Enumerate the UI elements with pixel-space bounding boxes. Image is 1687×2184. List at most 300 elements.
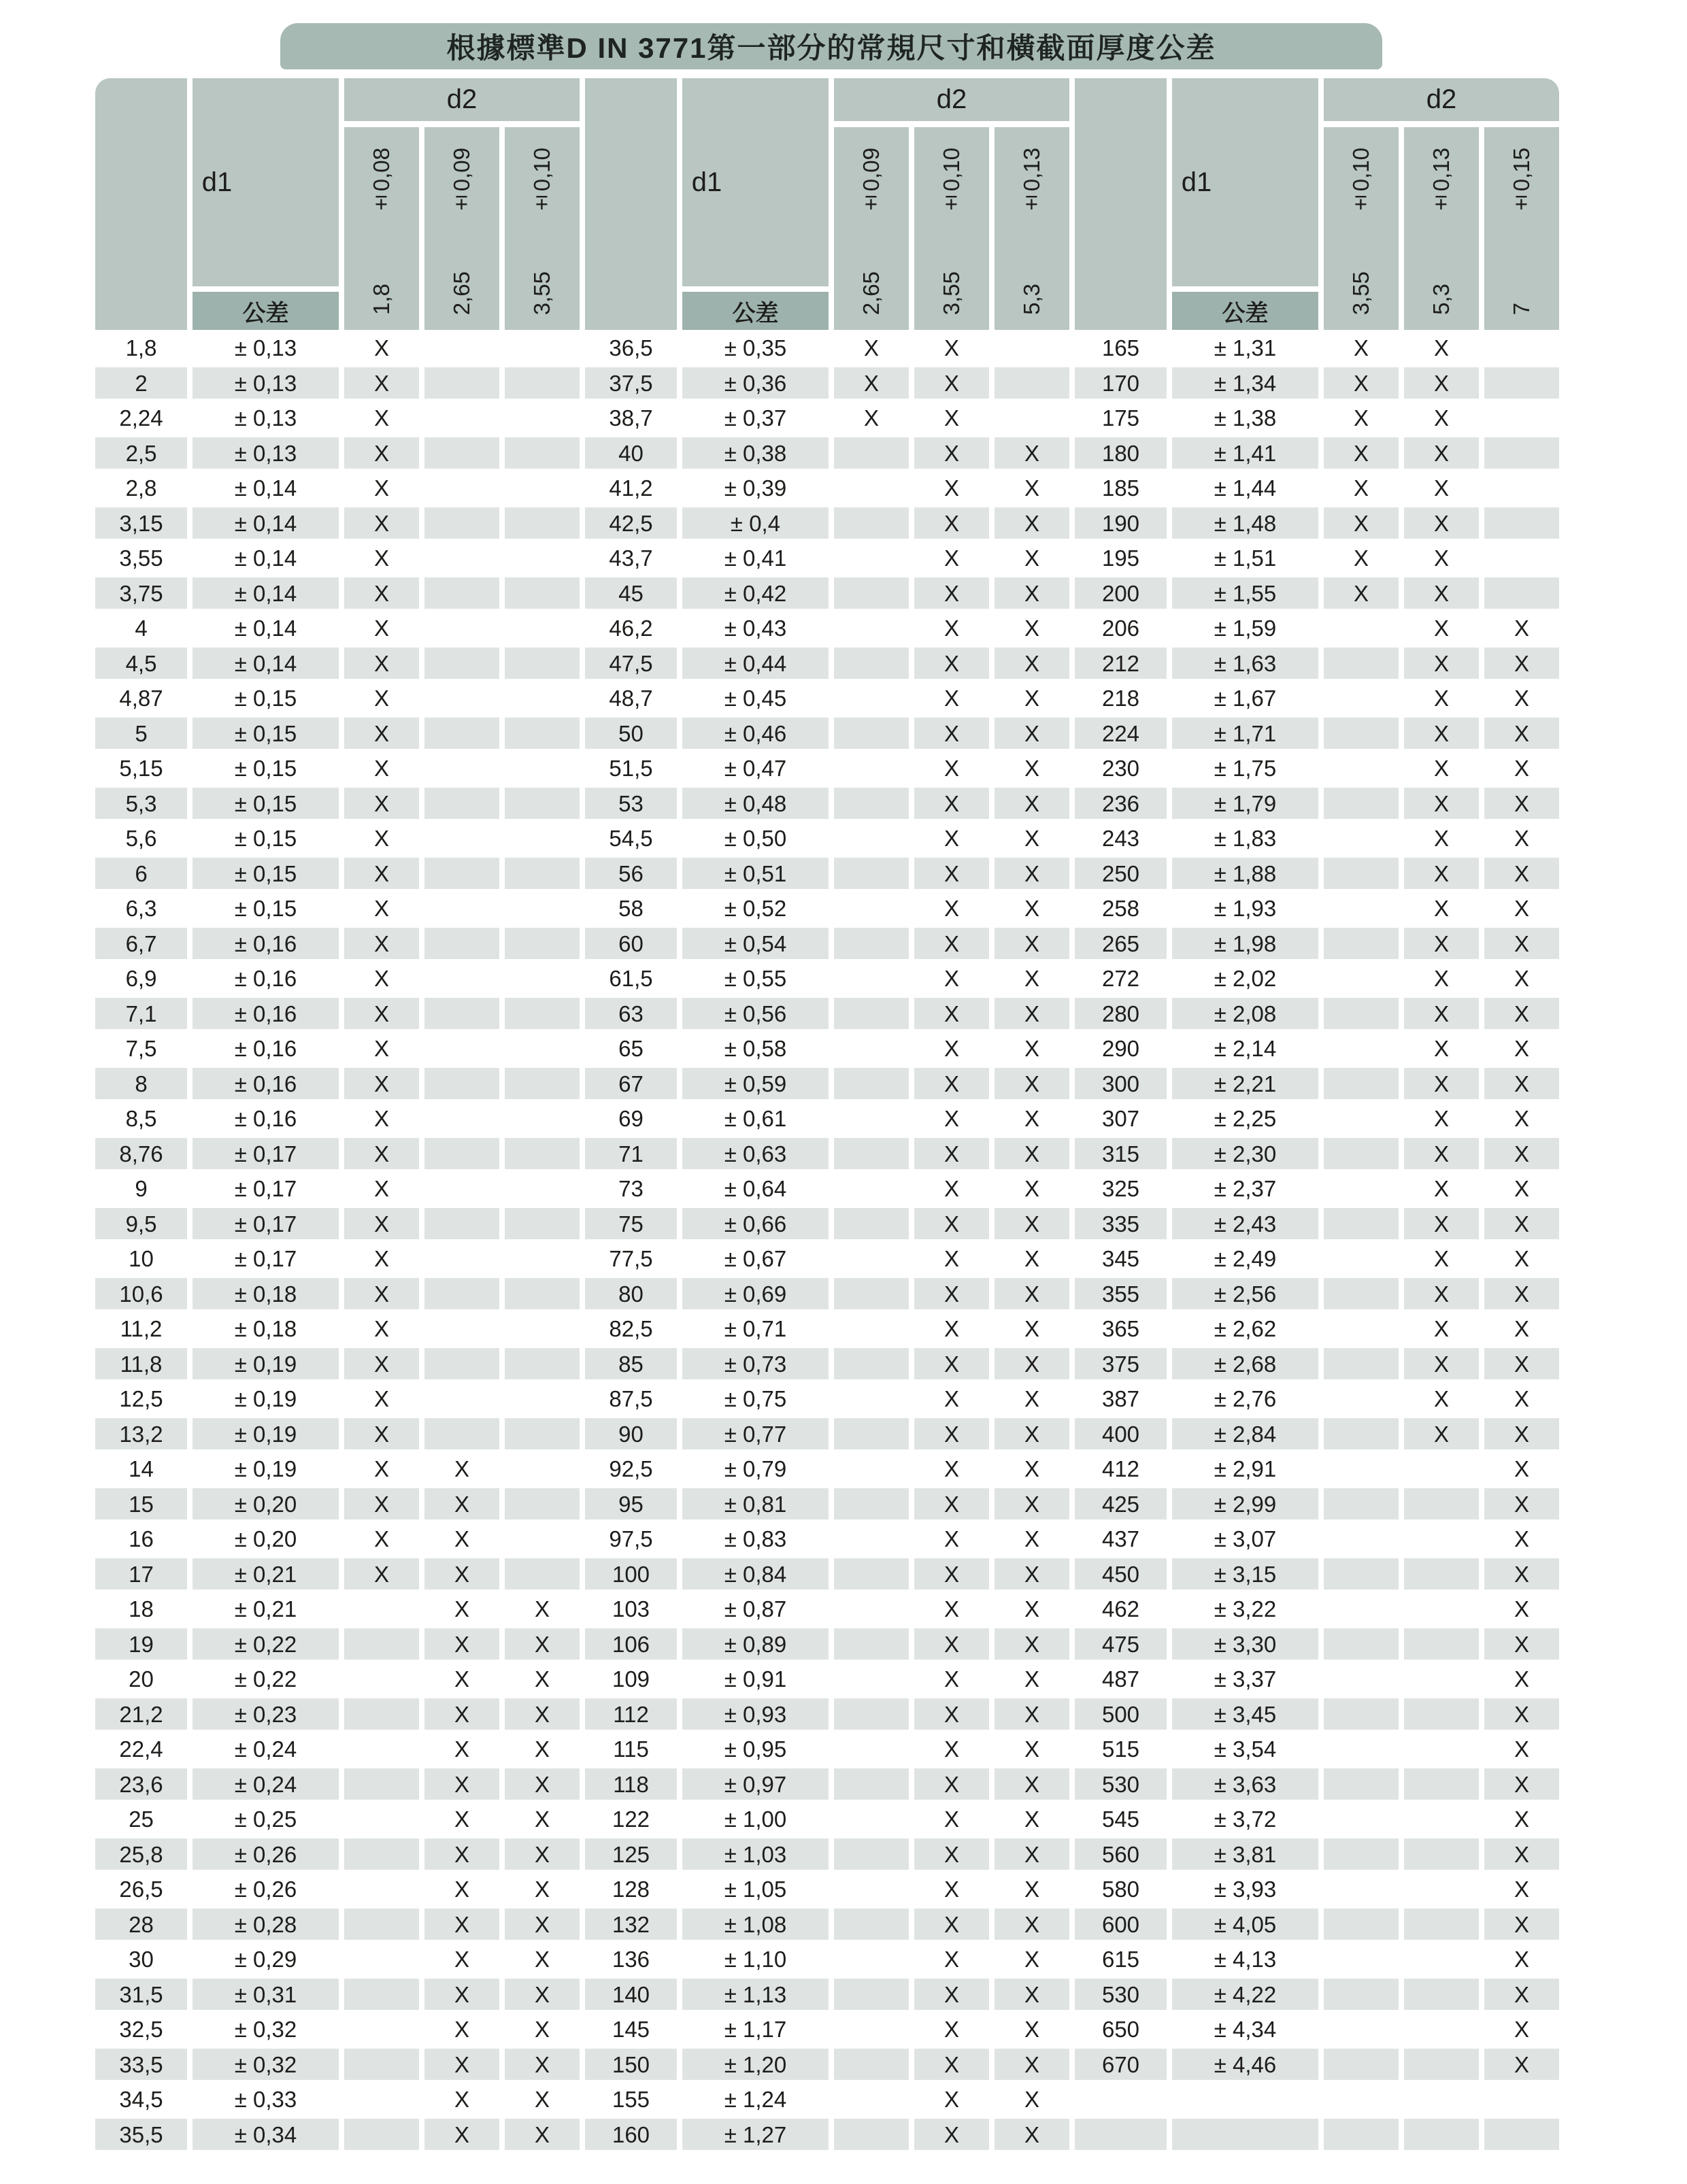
d1-cell: 7,1 (95, 998, 187, 1030)
d1-cell: 92,5 (609, 1456, 653, 1481)
x-cell (424, 998, 499, 1030)
table-row (95, 1418, 580, 1454)
table-row (585, 1663, 1069, 1698)
x-cell: X (914, 1348, 989, 1380)
tolerance-cell: ± 0,20 (234, 1526, 297, 1551)
x-cell (834, 1208, 909, 1240)
x-cell (505, 822, 580, 854)
x-cell (1404, 1979, 1479, 2011)
x-cell: X (373, 1386, 389, 1411)
x-cell: X (1484, 1138, 1559, 1170)
x-cell: X (1024, 686, 1039, 711)
tolerance-cell: ± 2,08 (1172, 998, 1318, 1030)
x-cell (1404, 1628, 1479, 1660)
table-row (585, 1138, 1069, 1173)
x-cell: X (454, 1666, 469, 1692)
x-cell (834, 1488, 909, 1520)
table-row (585, 1768, 1069, 1804)
d1-cell: 355 (1075, 1278, 1167, 1310)
d1-cell: 32,5 (119, 2017, 163, 2042)
tolerance-cell: ± 0,24 (234, 1736, 297, 1762)
table-row (95, 1488, 580, 1524)
d1-cell: 26,5 (119, 1877, 163, 1902)
x-cell: X (505, 2119, 580, 2151)
x-cell: X (1353, 545, 1369, 571)
x-cell: X (1484, 1768, 1559, 1800)
d1-cell: 30 (129, 1947, 154, 1972)
x-cell: X (454, 2087, 469, 2112)
table-row (1075, 998, 1559, 1033)
table-row (95, 1032, 580, 1068)
x-cell (834, 1173, 909, 1205)
x-cell (344, 1593, 419, 1625)
x-cell (1324, 2083, 1399, 2115)
d1-cell: 100 (585, 1558, 677, 1590)
x-cell (1484, 437, 1559, 469)
x-cell: X (1024, 1666, 1039, 1692)
tolerance-cell: ± 0,16 (193, 998, 339, 1030)
tolerance-cell: ± 0,73 (682, 1348, 829, 1380)
d1-cell: 600 (1075, 1909, 1167, 1941)
d2-size-label: 3,55 (1348, 271, 1373, 315)
x-cell: X (943, 1316, 959, 1341)
table-row (585, 682, 1069, 718)
table-row (585, 577, 1069, 613)
x-cell (1324, 928, 1399, 960)
table-row (585, 1873, 1069, 1909)
tolerance-cell: ± 4,46 (1172, 2049, 1318, 2081)
tolerance-cell: ± 0,36 (682, 367, 829, 399)
x-cell (834, 2119, 909, 2151)
x-cell (1324, 1803, 1399, 1835)
d1-cell: 280 (1075, 998, 1167, 1030)
tolerance-cell: ± 0,58 (724, 1036, 787, 1061)
d1-cell: 35,5 (95, 2119, 187, 2151)
x-cell (995, 367, 1069, 399)
tolerance-cell: ± 1,79 (1172, 788, 1318, 820)
x-cell (505, 1418, 580, 1450)
tolerance-cell (1172, 2119, 1318, 2151)
x-cell (1324, 2013, 1399, 2045)
tolerance-cell: ± 0,97 (682, 1768, 829, 1800)
x-cell (344, 1698, 419, 1730)
table-row (95, 402, 580, 437)
d1-cell: 265 (1075, 928, 1167, 960)
x-cell: X (454, 1947, 469, 1972)
x-cell (505, 612, 580, 644)
x-cell (834, 1138, 909, 1170)
tolerance-cell: ± 0,71 (724, 1316, 787, 1341)
tolerance-cell: ± 3,45 (1172, 1698, 1318, 1730)
d2-tolerance-label: ±0,13 (1019, 148, 1044, 217)
x-cell (995, 402, 1069, 434)
x-cell: X (1484, 858, 1559, 890)
x-cell (505, 752, 580, 784)
x-cell (1404, 1873, 1479, 1905)
d2-size-label: 2,65 (858, 271, 884, 315)
table-row (95, 1278, 580, 1313)
x-cell: X (424, 1488, 499, 1520)
tolerance-cell: ± 1,75 (1214, 756, 1277, 781)
x-cell (834, 1593, 909, 1625)
x-cell (1324, 1909, 1399, 1941)
d1-cell: 63 (585, 998, 677, 1030)
d1-cell: 224 (1075, 718, 1167, 750)
d1-cell: 82,5 (609, 1316, 653, 1341)
x-cell: X (943, 1386, 959, 1411)
table-row (585, 1383, 1069, 1418)
table-row (1075, 2083, 1559, 2119)
tolerance-cell: ± 0,34 (193, 2119, 339, 2151)
tolerance-cell: ± 0,77 (682, 1418, 829, 1450)
x-cell: X (1404, 928, 1479, 960)
x-cell: X (914, 718, 989, 750)
x-cell: X (943, 896, 959, 921)
tolerance-cell: ± 0,55 (724, 966, 787, 991)
x-cell (1404, 1488, 1479, 1520)
x-cell (505, 1103, 580, 1135)
d1-cell: 13,2 (95, 1418, 187, 1450)
x-cell: X (344, 858, 419, 890)
table-row (585, 1278, 1069, 1313)
x-cell (1324, 858, 1399, 890)
x-cell: X (1433, 1036, 1449, 1061)
x-cell (505, 367, 580, 399)
tolerance-cell: ± 2,99 (1172, 1488, 1318, 1520)
x-cell (1324, 1103, 1399, 1135)
x-cell (834, 1803, 909, 1835)
x-cell (1324, 1453, 1399, 1485)
x-cell: X (344, 1488, 419, 1520)
d1-cell: 160 (585, 2119, 677, 2151)
x-cell: X (1324, 507, 1399, 539)
d1-cell: 475 (1075, 1628, 1167, 1660)
d1-cell: 10,6 (95, 1278, 187, 1310)
tolerance-cell: ± 0,43 (724, 616, 787, 641)
x-cell (1324, 1383, 1399, 1415)
x-cell: X (1514, 1596, 1529, 1622)
d1-cell: 195 (1101, 545, 1140, 571)
x-cell (505, 718, 580, 750)
x-cell: X (454, 1596, 469, 1622)
x-cell: X (943, 1596, 959, 1622)
tolerance-cell: ± 1,10 (724, 1947, 787, 1972)
table-row (95, 1103, 580, 1138)
x-cell (834, 2049, 909, 2081)
table-row (585, 1698, 1069, 1734)
table-row (1075, 858, 1559, 893)
x-cell: X (995, 1208, 1069, 1240)
d1-cell: 387 (1101, 1386, 1140, 1411)
x-cell (505, 858, 580, 890)
x-cell: X (1024, 1386, 1039, 1411)
table-row (1075, 1663, 1559, 1698)
table-row (95, 1663, 580, 1698)
table-row (95, 367, 580, 403)
d1-cell: 8,76 (95, 1138, 187, 1170)
x-cell: X (344, 1418, 419, 1450)
table-row (585, 1068, 1069, 1103)
d1-cell: 258 (1101, 896, 1140, 921)
x-cell: X (454, 1526, 469, 1551)
d1-cell: 60 (585, 928, 677, 960)
d1-cell: 16 (129, 1526, 154, 1551)
d1-cell: 43,7 (609, 545, 653, 571)
table-row (585, 367, 1069, 403)
x-cell: X (943, 2087, 959, 2112)
d2-subcolumn-header (505, 127, 580, 330)
tolerance-cell: ± 0,81 (682, 1488, 829, 1520)
table-row (95, 1138, 580, 1173)
table-row (1075, 1593, 1559, 1628)
x-cell: X (943, 1526, 959, 1551)
x-cell: X (943, 545, 959, 571)
tolerance-cell: ± 0,16 (234, 966, 297, 991)
x-cell (505, 472, 580, 504)
x-cell (505, 402, 580, 434)
d2-tolerance-label: ±0,10 (939, 148, 964, 217)
tolerance-cell: ± 3,93 (1214, 1877, 1277, 1902)
x-cell (424, 1103, 499, 1135)
tolerance-cell: ± 2,37 (1214, 1176, 1277, 1201)
table-row (1075, 962, 1559, 998)
rows (95, 332, 580, 2153)
tolerance-cell: ± 3,63 (1172, 1768, 1318, 1800)
tolerance-cell: ± 0,46 (682, 718, 829, 750)
x-cell (834, 1873, 909, 1905)
x-cell (1324, 1873, 1399, 1905)
x-cell (834, 2013, 909, 2045)
x-cell: X (1024, 1736, 1039, 1762)
x-cell (505, 332, 580, 364)
x-cell (1404, 1838, 1479, 1870)
x-cell: X (424, 1698, 499, 1730)
x-cell (424, 402, 499, 434)
d1-cell: 90 (585, 1418, 677, 1450)
tolerance-cell: ± 2,62 (1214, 1316, 1277, 1341)
x-cell: X (995, 2049, 1069, 2081)
tolerance-cell: ± 0,17 (193, 1208, 339, 1240)
x-cell: X (534, 2017, 550, 2042)
d2-subcolumn-header (914, 127, 989, 330)
tolerance-cell: ± 2,56 (1172, 1278, 1318, 1310)
d1-cell: 7,5 (125, 1036, 157, 1061)
x-cell: X (454, 1456, 469, 1481)
table-row (1075, 1453, 1559, 1488)
d1-cell: 425 (1075, 1488, 1167, 1520)
tolerance-cell: ± 0,48 (682, 788, 829, 820)
d1-cell: 315 (1075, 1138, 1167, 1170)
x-cell (834, 472, 909, 504)
x-cell: X (914, 2049, 989, 2081)
x-cell (505, 1068, 580, 1100)
x-cell: X (1484, 1979, 1559, 2011)
d1-cell: 462 (1101, 1596, 1140, 1622)
x-cell: X (1433, 616, 1449, 641)
d1-cell: 22,4 (119, 1736, 163, 1762)
x-cell: X (1024, 2087, 1039, 2112)
table-row (95, 1383, 580, 1418)
d1-cell: 40 (585, 437, 677, 469)
table-row (585, 1733, 1069, 1768)
x-cell: X (454, 1877, 469, 1902)
tolerance-cell: ± 0,16 (193, 928, 339, 960)
d1-cell: 11,8 (95, 1348, 187, 1380)
x-cell (834, 1383, 909, 1415)
table-row (1075, 1838, 1559, 1874)
x-cell: X (914, 437, 989, 469)
x-cell: X (1024, 756, 1039, 781)
x-cell: X (914, 1628, 989, 1660)
x-cell: X (914, 1418, 989, 1450)
d1-cell: 14 (129, 1456, 154, 1481)
x-cell: X (1514, 966, 1529, 991)
x-cell (424, 1418, 499, 1450)
d1-cell: 103 (612, 1596, 650, 1622)
x-cell (505, 788, 580, 820)
tolerance-cell: ± 2,84 (1172, 1418, 1318, 1450)
table-row (95, 858, 580, 893)
table-row (585, 1488, 1069, 1524)
d1-cell: 375 (1075, 1348, 1167, 1380)
tolerance-cell: ± 2,21 (1172, 1068, 1318, 1100)
x-cell (834, 928, 909, 960)
x-cell: X (943, 335, 959, 360)
table-row (1075, 1523, 1559, 1558)
table-row (1075, 1733, 1559, 1768)
d1-cell: 115 (613, 1736, 649, 1762)
x-cell: X (1024, 1456, 1039, 1481)
x-cell: X (943, 1666, 959, 1692)
tolerance-cell: ± 0,45 (724, 686, 787, 711)
table-row (1075, 577, 1559, 613)
x-cell (834, 1313, 909, 1345)
tolerance-cell: ± 2,76 (1214, 1386, 1277, 1411)
x-cell (1324, 1768, 1399, 1800)
x-cell: X (995, 437, 1069, 469)
tolerance-cell: ± 4,34 (1214, 2017, 1277, 2042)
table-row (95, 1733, 580, 1768)
tolerance-cell: ± 0,21 (234, 1596, 297, 1622)
tolerance-cell: ± 0,19 (193, 1348, 339, 1380)
x-cell (1484, 367, 1559, 399)
x-cell: X (943, 1036, 959, 1061)
x-cell (424, 1173, 499, 1205)
d1-cell: 190 (1075, 507, 1167, 539)
tolerance-cell: ± 1,08 (682, 1909, 829, 1941)
table-row (95, 612, 580, 648)
x-cell: X (914, 1838, 989, 1870)
tolerance-cell: ± 1,27 (682, 2119, 829, 2151)
tolerance-cell: ± 3,07 (1214, 1526, 1277, 1551)
tolerance-cell: ± 0,19 (234, 1456, 297, 1481)
rows (585, 332, 1069, 2153)
table-row (1075, 1173, 1559, 1208)
x-cell: X (1404, 507, 1479, 539)
d1-cell: 2,8 (125, 475, 157, 501)
d1-cell: 19 (95, 1628, 187, 1660)
d1-cell: 580 (1101, 1877, 1140, 1902)
table-row (95, 1208, 580, 1243)
d1-cell: 65 (618, 1036, 644, 1061)
x-cell (834, 1909, 909, 1941)
x-cell (424, 437, 499, 469)
d1-cell: 77,5 (609, 1246, 653, 1271)
d1-cell (1075, 2083, 1167, 2115)
x-cell: X (344, 998, 419, 1030)
x-cell: X (1484, 1068, 1559, 1100)
table-row (95, 1768, 580, 1804)
x-cell: X (863, 405, 879, 431)
tolerance-cell: ± 0,32 (234, 2017, 297, 2042)
x-cell: X (1514, 1526, 1529, 1551)
tolerance-cell: ± 0,52 (724, 896, 787, 921)
x-cell (505, 1243, 580, 1275)
x-cell (834, 1032, 909, 1064)
x-cell (505, 1348, 580, 1380)
x-cell: X (1433, 1176, 1449, 1201)
x-cell: X (1433, 1246, 1449, 1271)
tolerance-cell: ± 0,14 (234, 475, 297, 501)
x-cell: X (1024, 2017, 1039, 2042)
x-cell: X (1324, 577, 1399, 609)
x-cell (1324, 648, 1399, 679)
table-row (585, 998, 1069, 1033)
table-row (1075, 1278, 1559, 1313)
tolerance-cell: ± 0,50 (724, 826, 787, 851)
x-cell (1324, 612, 1399, 644)
d1-header-label: d1 (691, 167, 722, 197)
x-cell: X (1404, 788, 1479, 820)
d2-header-label: d2 (834, 78, 1069, 121)
x-cell: X (1514, 1456, 1529, 1481)
x-cell (1484, 577, 1559, 609)
d1-cell: 21,2 (95, 1698, 187, 1730)
x-cell: X (1324, 367, 1399, 399)
x-cell: X (1433, 475, 1449, 501)
d1-cell: 170 (1075, 367, 1167, 399)
x-cell: X (995, 1909, 1069, 1941)
d1-cell: 11,2 (120, 1316, 163, 1341)
x-cell (505, 1523, 580, 1555)
table-row (95, 472, 580, 507)
x-cell (424, 332, 499, 364)
d1-cell: 69 (618, 1106, 644, 1131)
d1-cell: 500 (1075, 1698, 1167, 1730)
x-cell (834, 822, 909, 854)
d1-cell: 6,7 (95, 928, 187, 960)
tolerance-cell: ± 0,67 (724, 1246, 787, 1271)
x-cell: X (1514, 1316, 1529, 1341)
table-row (1075, 752, 1559, 788)
x-cell: X (914, 1068, 989, 1100)
tolerance-cell: ± 1,24 (724, 2087, 787, 2112)
x-cell (834, 962, 909, 994)
x-cell (1324, 998, 1399, 1030)
d1-cell: 51,5 (609, 756, 653, 781)
d2-tolerance-label: ±0,15 (1509, 148, 1534, 217)
table-row (585, 752, 1069, 788)
d1-cell: 243 (1101, 826, 1140, 851)
d1-cell: 4,87 (119, 686, 163, 711)
x-cell: X (1024, 966, 1039, 991)
d2-subcolumn-header (834, 127, 909, 330)
d1-cell: 95 (585, 1488, 677, 1520)
tolerance-cell: ± 0,37 (724, 405, 787, 431)
tolerance-header-label: 公差 (682, 292, 829, 330)
x-cell: X (1404, 998, 1479, 1030)
table-row (585, 1803, 1069, 1838)
